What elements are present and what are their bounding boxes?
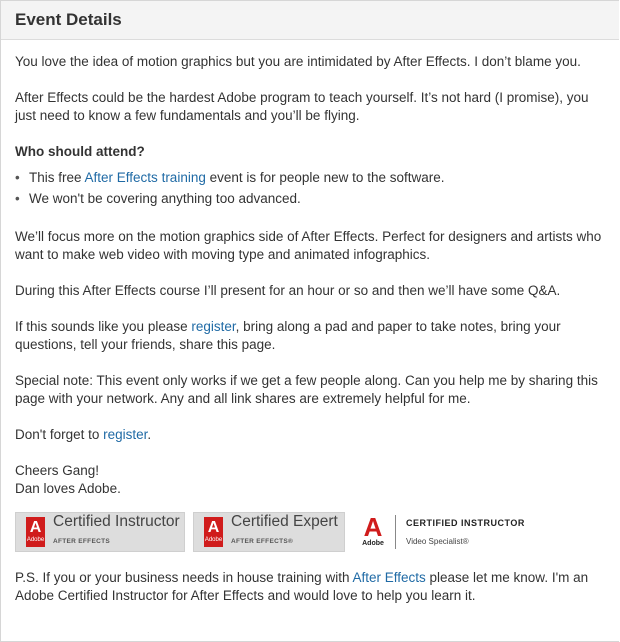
motion-graphics-paragraph: We’ll focus more on the motion graphics side of After Effects. Perfect for designers and artists who want to make web video with moving type and animated infographics. — [15, 229, 602, 262]
register-paragraph: If this sounds like you please register, bring along a pad and paper to take notes, bring your questions, tell your friends, share this page. — [15, 319, 561, 352]
badge-title: CERTIFIED INSTRUCTOR — [406, 517, 525, 528]
badge-subtitle: Video Specialist® — [406, 536, 469, 546]
panel-title: Event Details — [15, 10, 122, 29]
who-should-attend-heading: Who should attend? — [15, 144, 145, 159]
after-effects-link[interactable]: After Effects — [352, 570, 426, 585]
reminder-paragraph: Don't forget to register. — [15, 427, 152, 442]
after-effects-training-link[interactable]: After Effects training — [84, 170, 206, 185]
badge-subtitle: AFTER EFFECTS — [53, 538, 110, 545]
badge-subtitle: AFTER EFFECTS® — [231, 538, 294, 545]
adobe-logo-icon: A Adobe — [26, 517, 45, 547]
event-description — [1, 53, 619, 605]
register-link[interactable]: register — [191, 319, 236, 334]
hardest-program-paragraph: After Effects could be the hardest Adobe program to teach yourself. It’s not hard (I promise), you just need to know a few fundamentals and you’ll be flying. — [15, 90, 589, 123]
panel-header — [1, 1, 619, 40]
sign-off: Cheers Gang! Dan loves Adobe. — [15, 463, 121, 496]
list-item: • We won't be covering anything too advanced. — [15, 190, 605, 208]
adobe-logo-icon: A Adobe — [362, 512, 384, 547]
certification-badges — [15, 511, 605, 553]
special-note-paragraph: Special note: This event only works if we get a few people along. Can you help me by sharing this page with your network. Any and all link shares are extremely helpful for me. — [15, 373, 598, 406]
attendee-list — [15, 169, 605, 208]
adobe-logo-icon: A Adobe — [204, 517, 223, 547]
ps-paragraph: P.S. If you or your business needs in house training with After Effects please let me know. I'm an Adobe Certified Instructor for After Effects and would love to help you learn it. — [15, 570, 589, 603]
intro-paragraph: You love the idea of motion graphics but you are intimidated by After Effects. I don’t blame you. — [15, 54, 581, 69]
certified-instructor-video-badge — [359, 514, 525, 551]
list-item: • This free After Effects training event is for people new to the software. — [15, 169, 605, 187]
badge-divider — [395, 515, 396, 549]
badge-title: Certified Expert — [231, 513, 338, 530]
course-format-paragraph: During this After Effects course I’ll present for an hour or so and then we’ll have some Q&A. — [15, 283, 561, 298]
badge-title: Certified Instructor — [53, 513, 180, 530]
certified-expert-badge — [193, 512, 345, 552]
certified-instructor-badge — [15, 512, 185, 552]
register-link-2[interactable]: register — [103, 427, 148, 442]
